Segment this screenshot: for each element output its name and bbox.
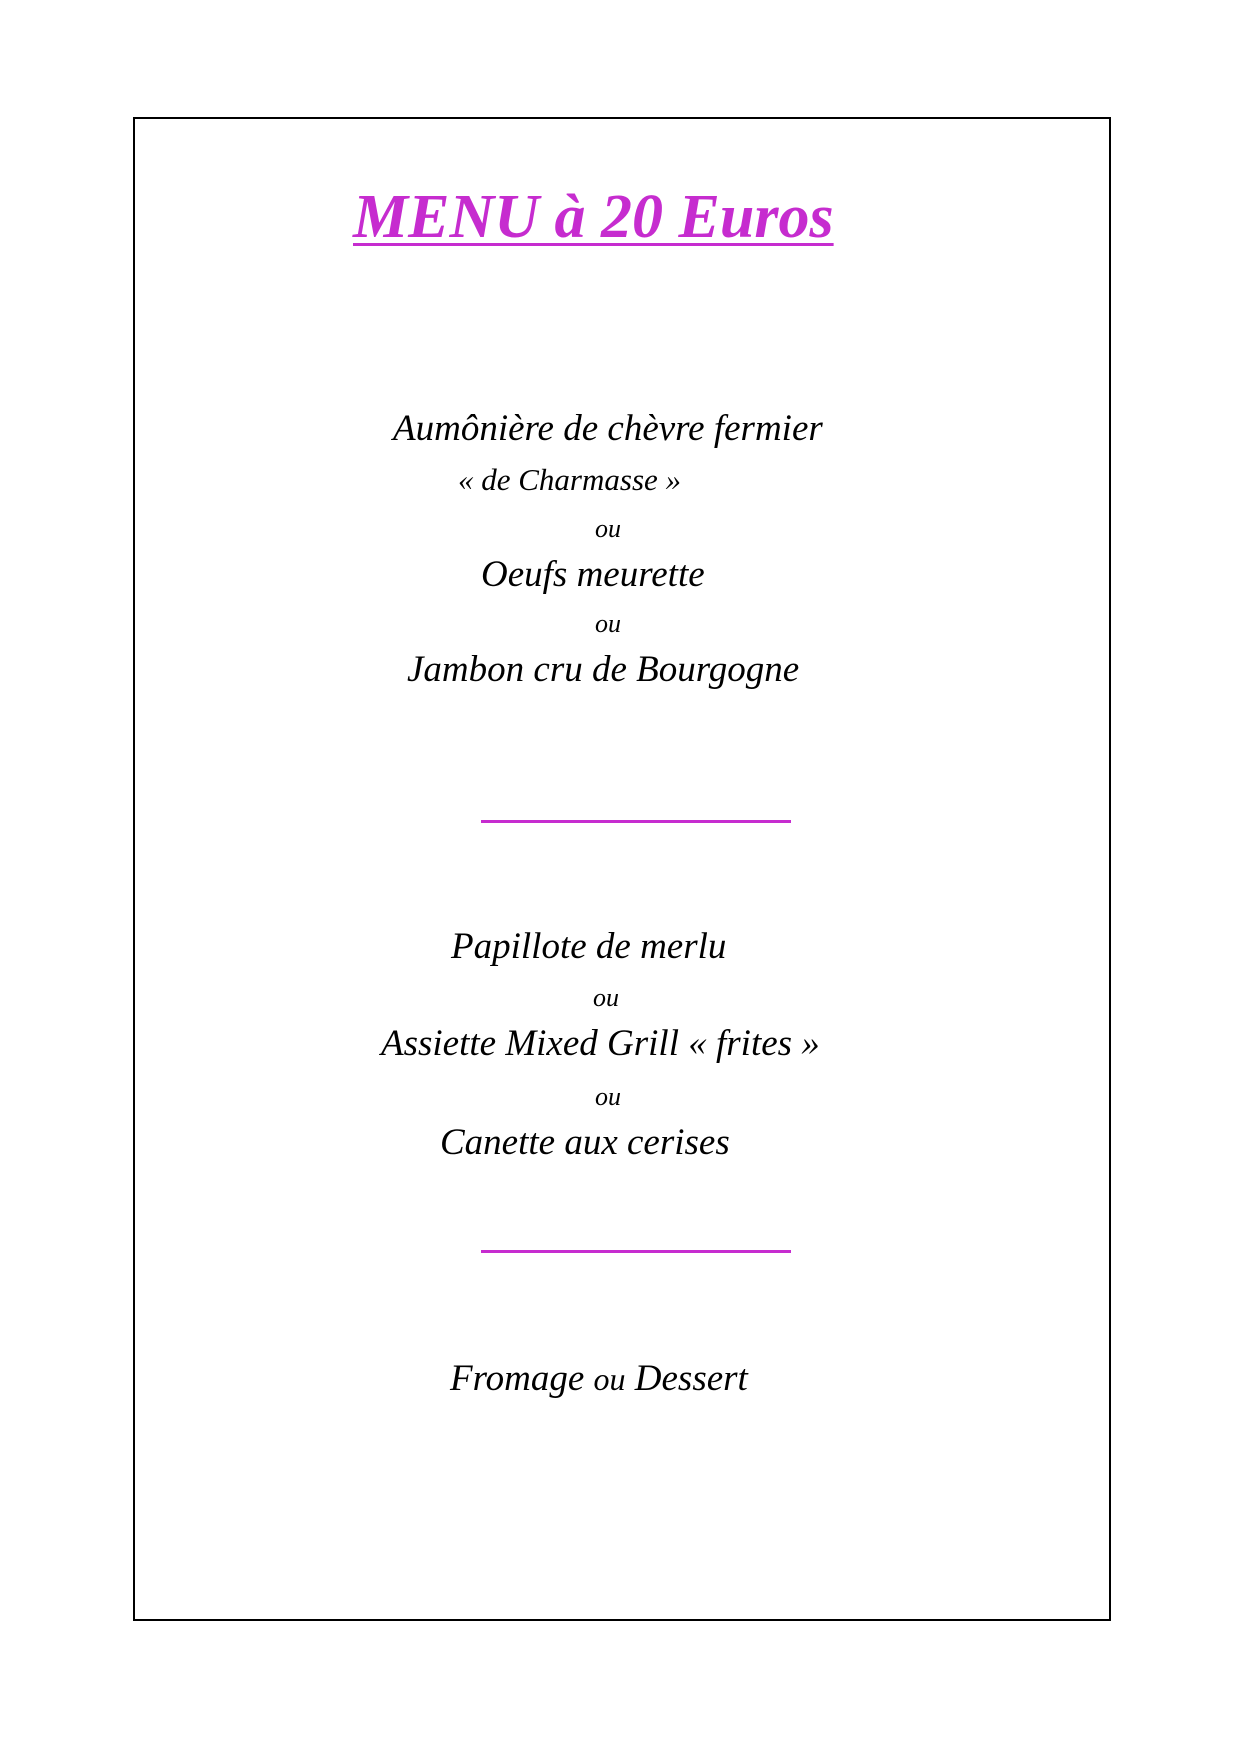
entree-or-1: ou: [595, 514, 621, 543]
plat-papillote-merlu: Papillote de merlu: [451, 926, 727, 967]
plat-or-2: ou: [595, 1082, 621, 1111]
final-course: [450, 1360, 748, 1397]
menu-title: MENU à 20 Euros: [353, 183, 834, 251]
section-separator-1: [481, 820, 791, 823]
plat-assiette-mixed-grill: Assiette Mixed Grill « frites »: [381, 1023, 820, 1064]
entree-jambon-cru: Jambon cru de Bourgogne: [407, 649, 800, 690]
entree-aumoniere-line1: Aumônière de chèvre fermier: [393, 408, 823, 449]
entree-aumoniere-line2: « de Charmasse »: [458, 462, 682, 497]
section-separator-2: [481, 1250, 791, 1253]
final-or: ou: [593, 1361, 626, 1397]
entree-or-2: ou: [595, 609, 621, 638]
plat-or-1: ou: [593, 983, 619, 1012]
plat-canette-cerises: Canette aux cerises: [440, 1122, 730, 1163]
entree-oeufs-meurette: Oeufs meurette: [481, 554, 705, 595]
final-fromage: Fromage: [450, 1358, 585, 1399]
final-dessert: Dessert: [634, 1358, 748, 1399]
